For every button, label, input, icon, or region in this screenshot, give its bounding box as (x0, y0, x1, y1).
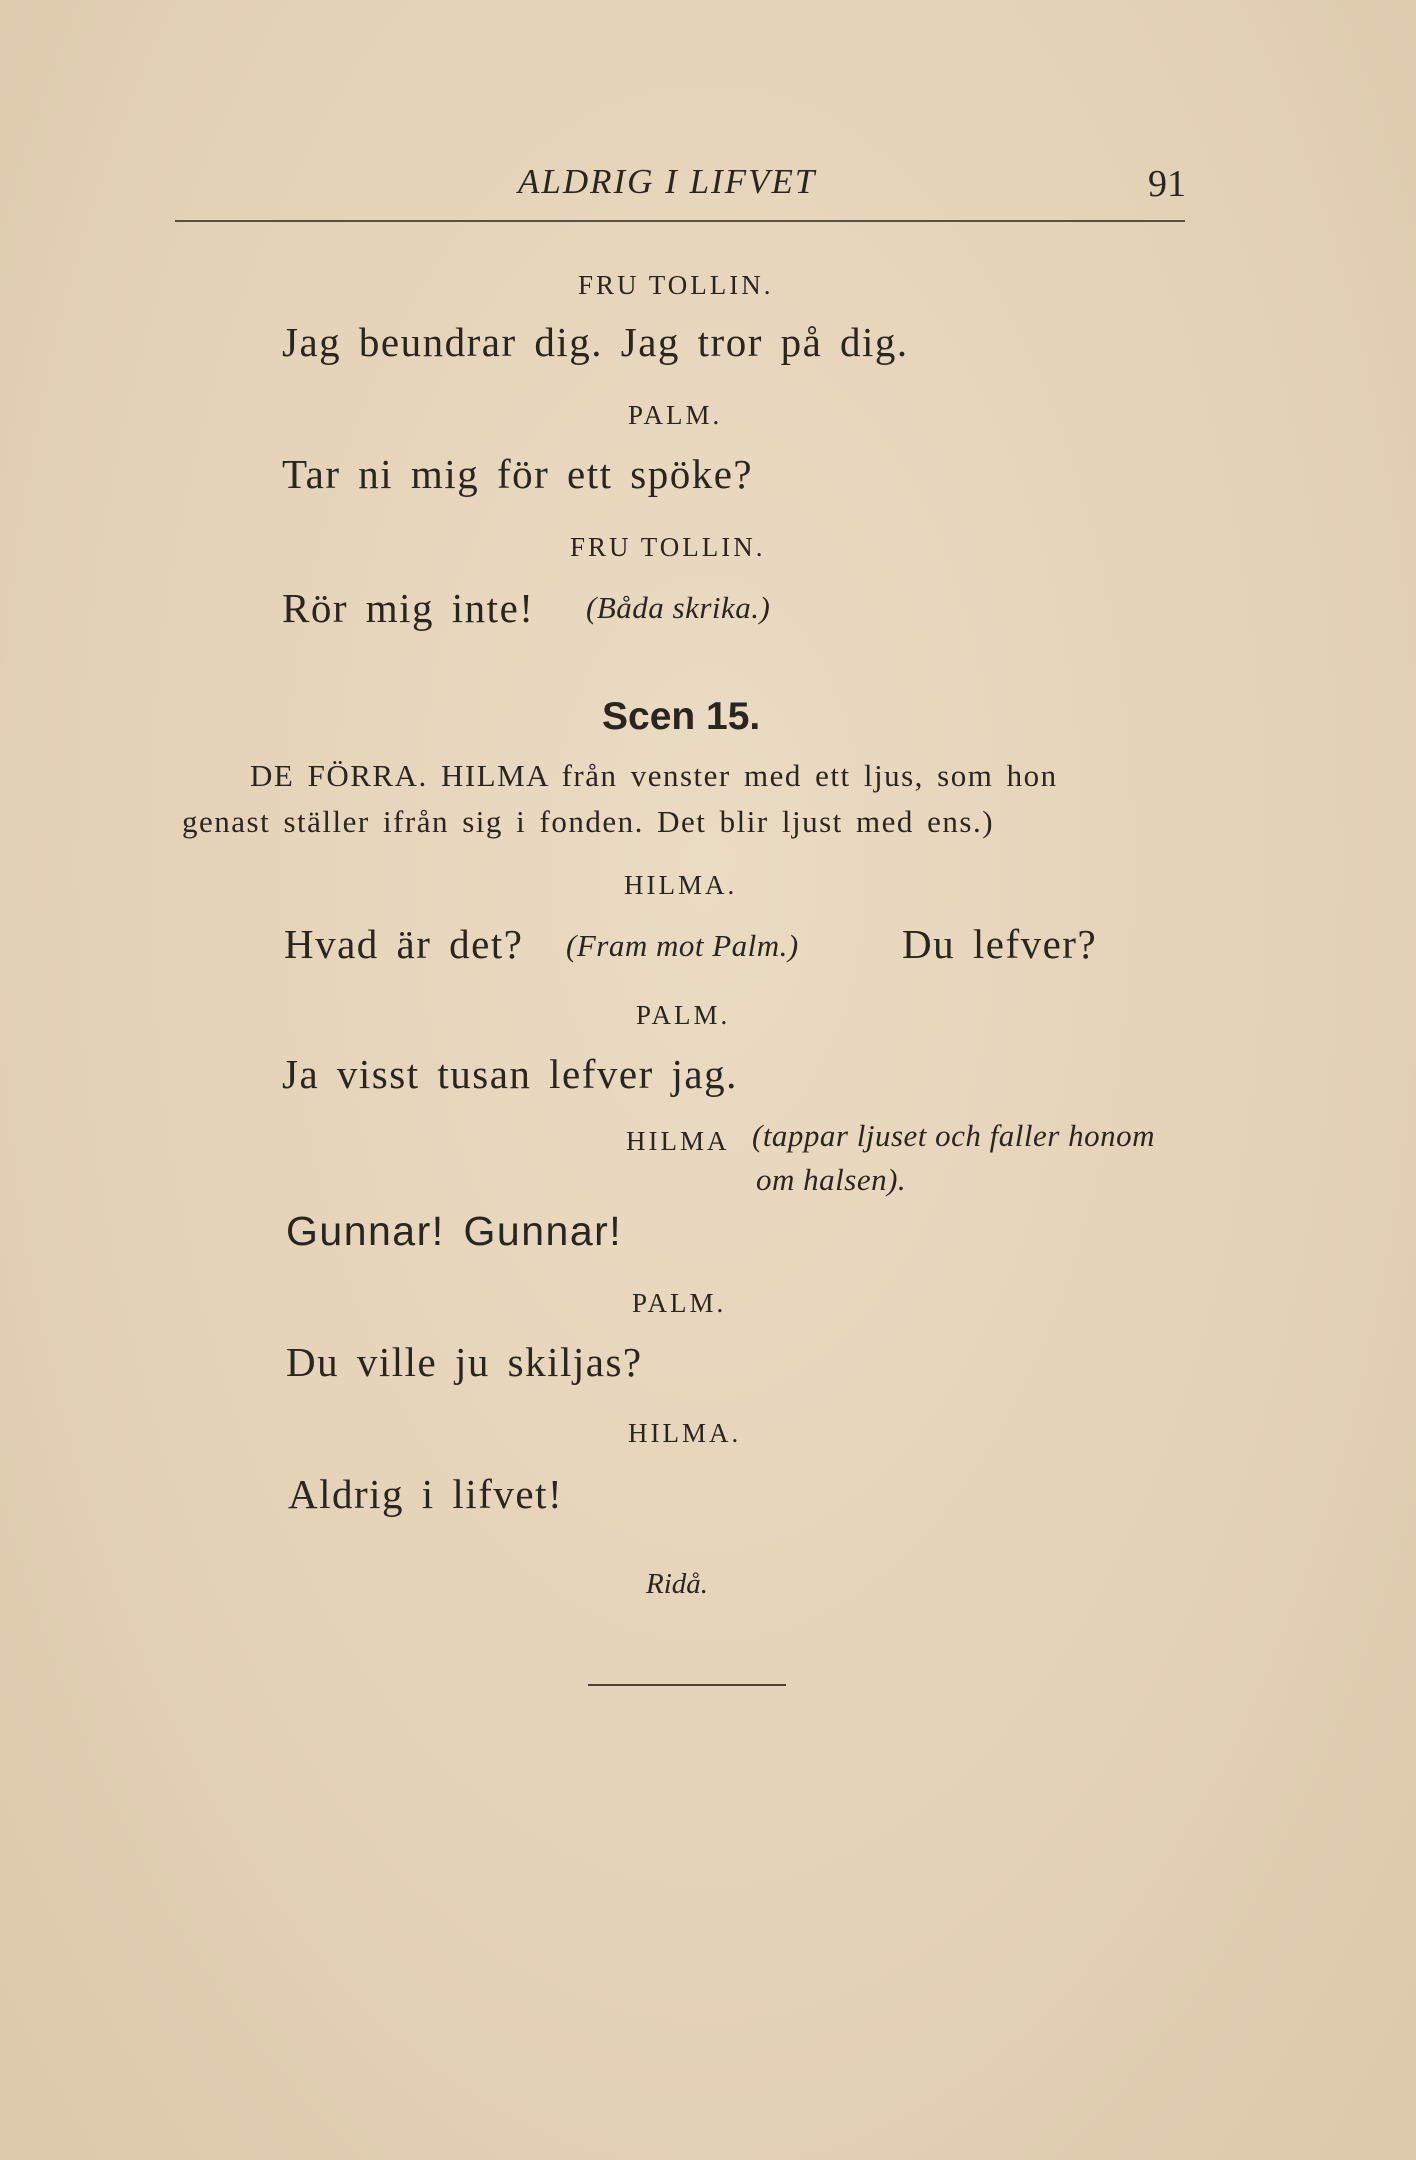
dialogue-line: Rör mig inte! (282, 585, 535, 631)
speaker-label: FRU TOLLIN. (570, 532, 766, 562)
stage-direction: (Båda skrika.) (586, 590, 771, 625)
end-rule (588, 1684, 786, 1686)
speaker-label: FRU TOLLIN. (578, 270, 774, 300)
dialogue-line: Tar ni mig för ett spöke? (282, 451, 754, 497)
running-head-title: ALDRIG I LIFVET (518, 162, 817, 201)
speaker-label: HILMA. (628, 1418, 742, 1448)
dialogue-line: Hvad är det? (284, 921, 524, 967)
curtain-text: Ridå. (646, 1568, 709, 1600)
stage-direction: (tappar ljuset och faller honom (752, 1118, 1155, 1153)
speaker-label: HILMA. (624, 870, 738, 900)
dialogue-line: Ja visst tusan lefver jag. (282, 1051, 738, 1097)
scene-description-line1: DE FÖRRA. HILMA från venster med ett ljus, som hon (250, 758, 1058, 793)
dialogue-line: Du lefver? (902, 921, 1098, 967)
scene-description-line2: genast ställer ifrån sig i fonden. Det blir ljust med ens.) (182, 804, 995, 839)
scene-title: Scen 15. (602, 695, 761, 738)
speaker-label: PALM. (628, 400, 723, 430)
dialogue-line: Aldrig i lifvet! (288, 1471, 564, 1517)
stage-direction: om halsen). (756, 1162, 907, 1197)
speaker-label: PALM. (632, 1288, 727, 1318)
page-number: 91 (1148, 163, 1186, 205)
dialogue-line: Jag beundrar dig. Jag tror på dig. (282, 319, 909, 365)
speaker-label: PALM. (636, 1000, 731, 1030)
dialogue-line: Gunnar! Gunnar! (286, 1208, 623, 1254)
dialogue-line: Du ville ju skiljas? (286, 1339, 643, 1385)
header-rule (175, 220, 1185, 222)
stage-direction: (Fram mot Palm.) (566, 928, 799, 963)
speaker-label: HILMA (626, 1126, 730, 1156)
